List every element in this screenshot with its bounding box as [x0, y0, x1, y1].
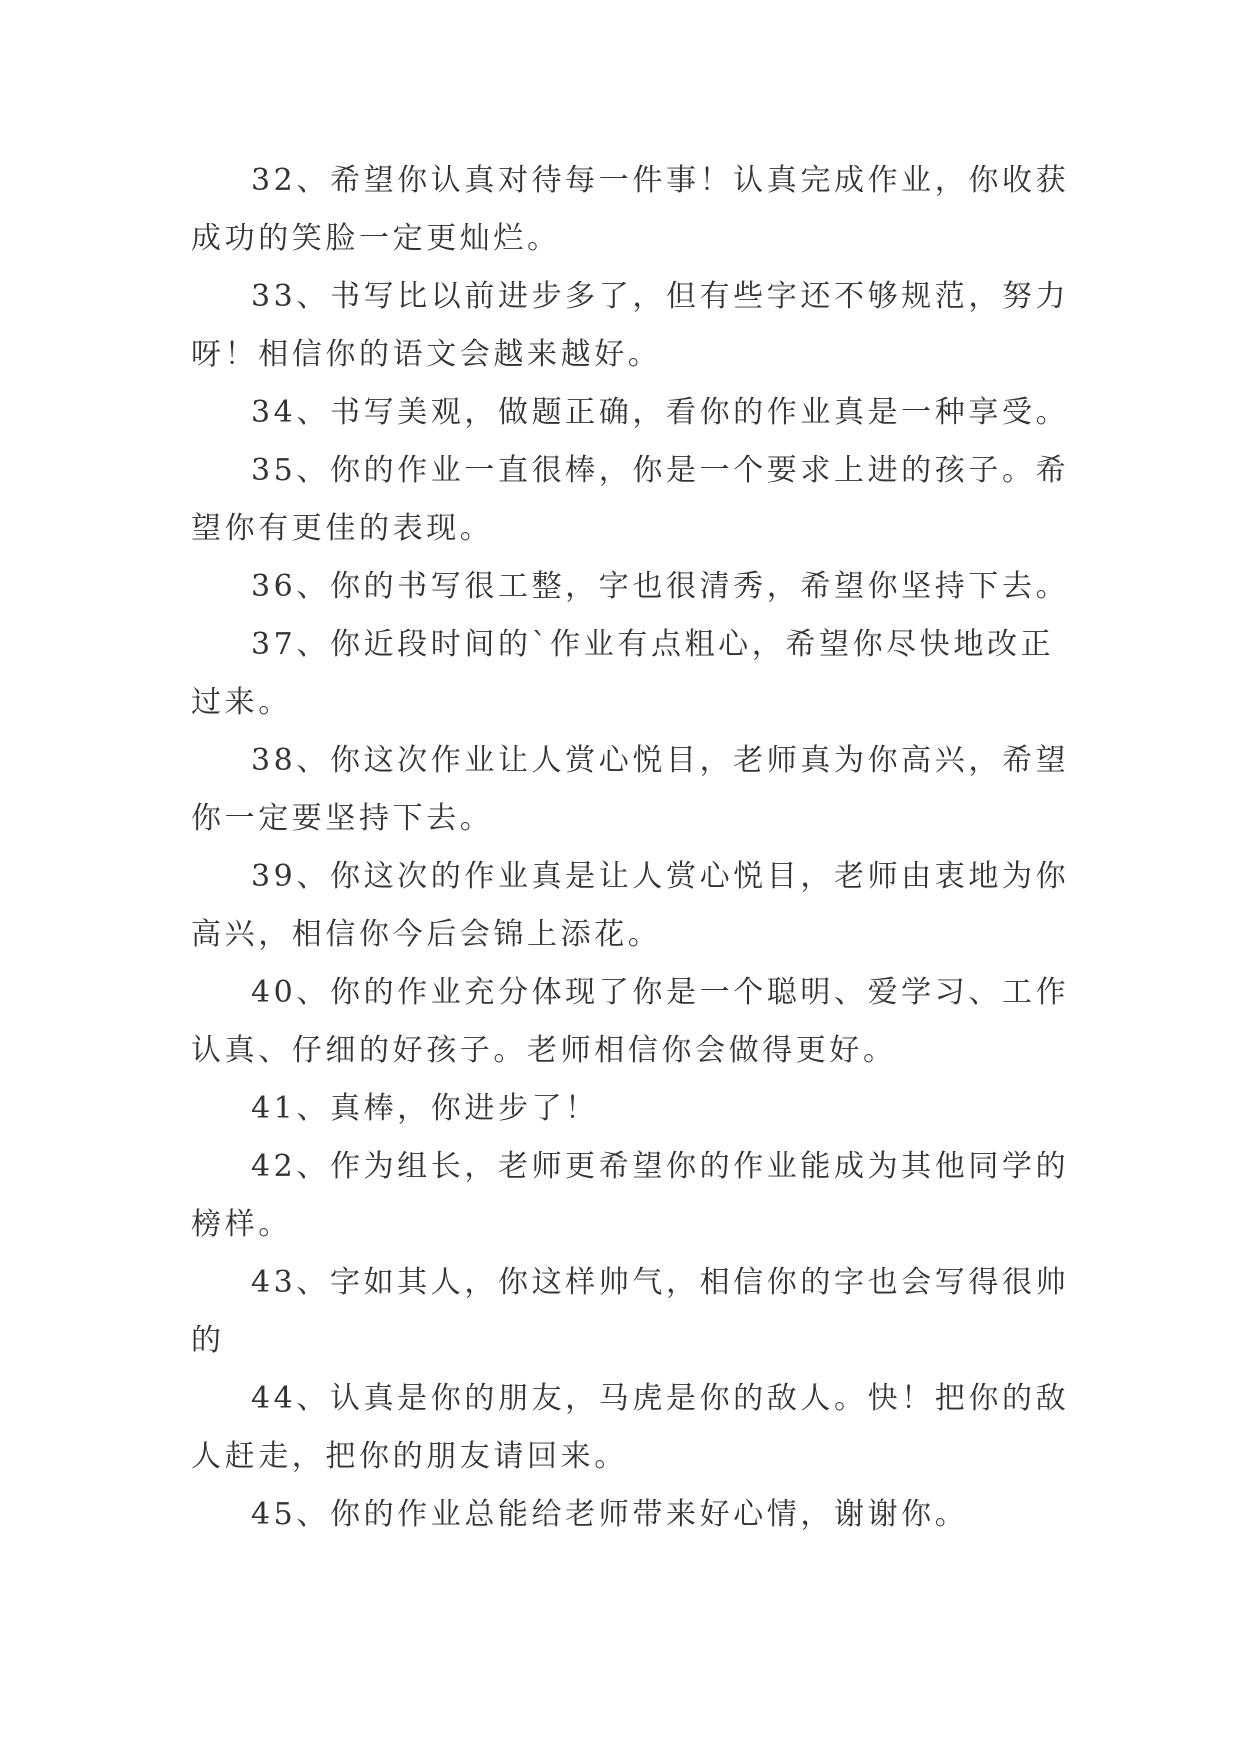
- comment-paragraph-44: 44、认真是你的朋友，马虎是你的敌人。快！把你的敌人赶走，把你的朋友请回来。: [191, 1381, 1070, 1474]
- comment-paragraph-41: 41、真棒，你进步了！: [251, 1091, 599, 1126]
- comment-paragraph-35: 35、你的作业一直很棒，你是一个要求上进的孩子。希望你有更佳的表现。: [191, 453, 1070, 546]
- comment-list: [191, 152, 1071, 1544]
- comment-paragraph-38: 38、你这次作业让人赏心悦目，老师真为你高兴，希望你一定要坚持下去。: [191, 743, 1070, 836]
- comment-paragraph-37: 37、你近段时间的`作业有点粗心，希望你尽快地改正过来。: [191, 627, 1055, 720]
- comment-paragraph-39: 39、你这次的作业真是让人赏心悦目，老师由衷地为你高兴，相信你今后会锦上添花。: [191, 859, 1070, 952]
- comment-paragraph-32: 32、希望你认真对待每一件事！认真完成作业，你收获成功的笑脸一定更灿烂。: [191, 163, 1070, 256]
- comment-paragraph-34: 34、书写美观，做题正确，看你的作业真是一种享受。: [251, 395, 1070, 430]
- comment-paragraph-33: 33、书写比以前进步多了，但有些字还不够规范，努力呀！相信你的语文会越来越好。: [191, 279, 1070, 372]
- comment-paragraph-36: 36、你的书写很工整，字也很清秀，希望你坚持下去。: [251, 569, 1070, 604]
- comment-paragraph-42: 42、作为组长，老师更希望你的作业能成为其他同学的榜样。: [191, 1149, 1070, 1242]
- comment-paragraph-40: 40、你的作业充分体现了你是一个聪明、爱学习、工作认真、仔细的好孩子。老师相信你会做得更好。: [191, 975, 1070, 1068]
- comment-paragraph-45: 45、你的作业总能给老师带来好心情，谢谢你。: [251, 1497, 969, 1532]
- comment-paragraph-43: 43、字如其人，你这样帅气，相信你的字也会写得很帅的: [191, 1265, 1070, 1358]
